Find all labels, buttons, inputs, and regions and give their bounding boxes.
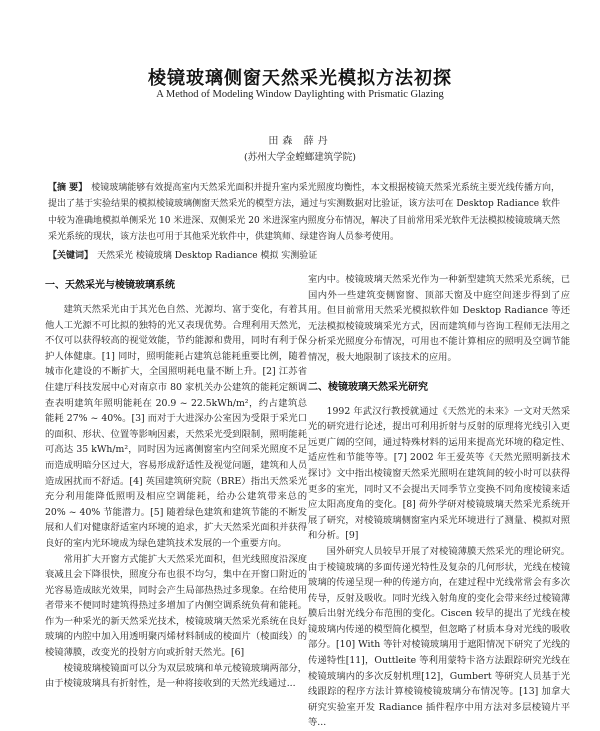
- section-heading-2: 二、棱镜玻璃天然采光研究: [308, 381, 428, 393]
- paragraph: 室内中。棱镜玻璃天然采光作为一种新型建筑天然采光系统，已国内外一些建筑变侧窗窗、顶部天窗及中庭空间迷步得到了应用。但目前常用天然采光模拟软件如 Desktop Radiance 等还无法模拟棱镜玻璃采光方式，因而建筑师与咨询工程师无法用之分析采光照度分布情况，可用也不能计算相应的照明及空调节能情况，极大地限制了该技术的应用。: [308, 274, 570, 363]
- abstract-label: 【摘 要】: [48, 183, 88, 193]
- paragraph: 常用扩大开窗方式能扩大天然采光面积，但光线照度沿深度衰减且会下降很快，照度分布也很不均匀，集中在开窗口附近的光容易造成眩光效果，同时会产生局部热热过多现象。在给使用者带来不便同时建筑得热过多增加了内侧空调系统负荷和能耗。作为一种采光的新天然采光技术，棱镜玻璃天然采光系统在良好玻璃的内腔中加入用透明聚丙烯材料制成的棱面片（棱面线）的棱镜薄膜，改变光的投射方向或折射天然光。[6]: [45, 553, 307, 659]
- paragraph: 1992 年武汉行教授就通过《天然光的未来》一文对天然采光的研究进行论述，提出可利用折射与反射的原理将光线引入更远更广阔的空间，通过特殊材料的运用来提高光环境的稳定性、适应性和节能等等。[7] 2002 年王爱英等《天然光照明新技术探讨》文中指出棱镜窗天然采光照明在建筑间的较小时可以获得更多的室光，同时又不会提出天同季节立变换不同角度棱镜来适应太阳高度角的变化。[8] 荷外学研对棱镜玻璃天然采光系统开展了研究，对棱镜玻璃侧窗室内采光环境进行了测量、模拟对照和分析。[9]: [308, 405, 570, 542]
- paragraph: 国外研究人员较早开展了对棱镜薄膜天然采光的理论研究。由于棱镜玻璃的多面传递光特性及复杂的几何形状，光线在棱镜玻璃的传递呈现一种的传递方向，在建过程中光线常常会有多次传导，反射及吸收。同时光线入射角度的变化会带来经过棱镜薄膜后出射光线分布范围的变化。Ciscen 较早的提出了光线在棱镜玻璃内传递的模型简化模型，但忽略了材质本身对光线的吸收部分。[10] With 等针对棱镜玻璃用于遮阳情况下研究了光线的传递特性[11]，Outtleite 等利用蒙特卡洛方法跟踪研究光线在棱镜玻璃内的多次反射机理[12]，Gumbert 等研究人员基于光线跟踪的程序方法计算棱镜棱镜玻璃分布情况等。[13] 加拿大研究实验室开发 Radiance 插件程序中用方法对多层棱镜片平等...: [308, 545, 570, 729]
- abstract: [48, 180, 560, 245]
- paragraph: 棱镜玻璃棱镜面可以分为双层玻璃和单元棱镜玻璃两部分，由于棱镜玻璃具有折射性，是一种将接收到的天然光线通过...: [45, 662, 307, 690]
- keywords: [48, 248, 560, 264]
- abstract-text: 棱镜玻璃能够有效提高室内天然采光面积并提升室内采光照度均衡性，本文根据棱镜天然采光系统主要光线传播方向，提出了基于实验结果的模拟棱镜玻璃侧窗天然采光的模型方法，通过与实测数据对比验证，该方法可在 Desktop Radiance 软件中较为准确地模拟单侧采光 10 米进深、双侧采光 20 米进深室内照度分布情况，解决了目前常用采光软件无法模拟棱镜玻璃天然采光系统的现状，该方法也可用于其他采光软件中，供建筑师、绿建咨询人员参考使用。: [48, 183, 560, 242]
- paper-subtitle: A Method of Modeling Window Daylighting with Prismatic Glazing: [156, 89, 444, 100]
- right-column: [308, 272, 570, 731]
- paper-title: 棱镜玻璃侧窗天然采光模拟方法初探: [148, 68, 452, 89]
- paper-affiliation: (苏州大学金螳螂建筑学院): [244, 152, 356, 163]
- keywords-text: 天然采光 棱镜玻璃 Desktop Radiance 模拟 实测验证: [97, 251, 318, 261]
- paper-authors: 田森 薛丹: [268, 136, 332, 147]
- section-heading-1: 一、天然采光与棱镜玻璃系统: [45, 280, 175, 291]
- left-column: [45, 272, 307, 692]
- paragraph: 建筑天然采光由于其光色自然、光源均、富于变化，有着其他人工光源不可比拟的独特的光又表现优势。合理利用天然光，不仅可以获得较高的视觉效能，节约能源和费用，同时有利于保护人体健康。[1] 同时，照明能耗占建筑总能耗重要比例，随着城市化建设的不断扩大，全国照明耗电量不断上升。[2] 江苏省住建厅科技发展中心对南京市 80 家机关办公建筑的能耗定额调查表明建筑年照明能耗在 20.9 ~ 22.5kWh/m²，约占建筑总能耗 27% ~ 40%。[3] 而对于大进深办公室因为受限于采光口的面积、形状、位置等影响因素，天然采光受到限制，照明能耗可高达 35 kWh/m²，同时因为远离侧窗室内空间采光照度不足而造成明暗分区过大，容易形成舒适性及视觉问题，建筑和人员造成困扰而不舒适。[4] 英国建筑研究院（BRE）指出天然采光充分利用能降低照明及相应空调能耗，给办公建筑带来总的 20% ~ 40% 节能潜力。[5] 随着绿色建筑和建筑节能的不断发展和人们对健康舒适室内环境的追求，扩大天然采光面积并获得良好的室内光环境成为绿色建筑技术发展的一个重要方向。: [45, 304, 307, 549]
- keywords-label: 【关键词】: [48, 251, 94, 261]
